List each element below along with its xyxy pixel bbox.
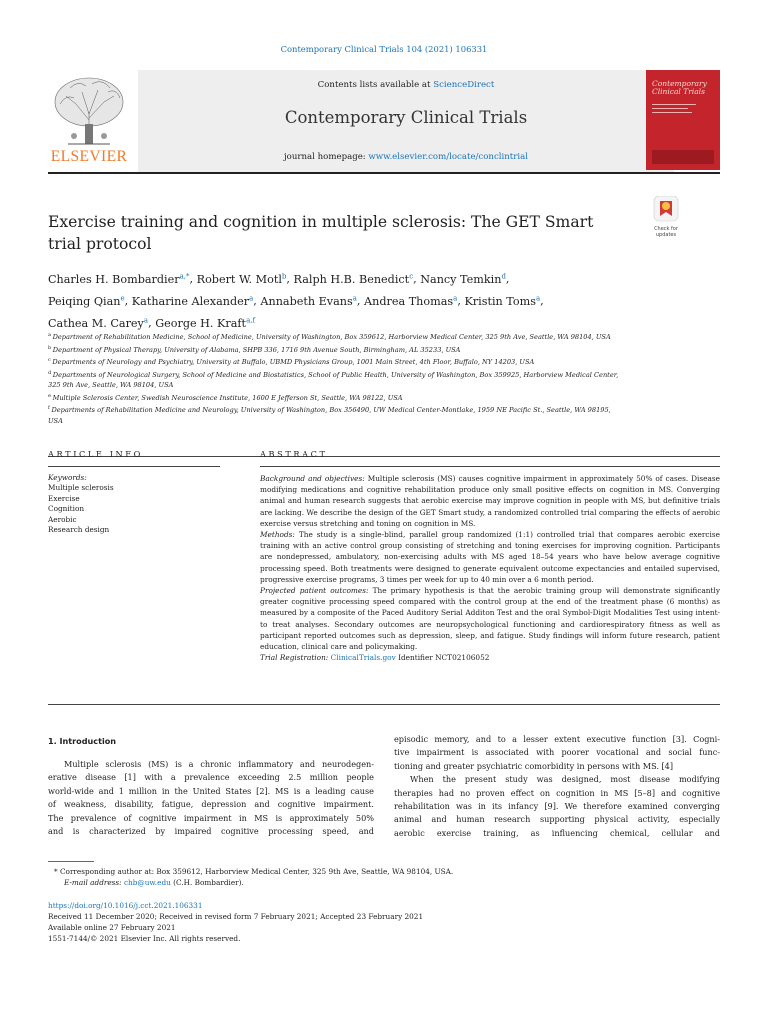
article-title-line-2: trial protocol (48, 235, 152, 253)
cover-decoration (646, 70, 720, 170)
affiliation-line: $^d$ Departments of Neurological Surgery, School of Medicine and Biostatistics, School of Public Health, University of Washington, Box 359925, Harborview Medical Center, (48, 369, 619, 379)
section-rule-top (48, 456, 720, 457)
article-info-rule (48, 466, 220, 467)
author-name[interactable]: Ralph H.B. Benedict$^c$ (293, 272, 414, 286)
author-list: Charles H. Bombardier$^{a,*}$, Robert W. Motl$^b$, Ralph H.B. Benedict$^c$, Nancy Temkin$^d$, Peiqing Qian$^e$, Katharine Alexander$^a$, Annabeth Evans$^a$, Andrea Thomas$^a$, Kristin Toms$^a$, Cathea M. Carey$^a$, George H. Kraft$^{a,f}$ (48, 272, 544, 331)
body-text-line: of weakness, disability, fatigue, depression and cognitive impairment. (48, 799, 374, 810)
author-name[interactable]: Annabeth Evans$^a$ (260, 294, 357, 308)
body-text-line: The prevalence of cognitive impairment in MS is approximately 50% (48, 812, 374, 823)
body-text-line: animal and human research supporting physical activity, especially (394, 814, 720, 825)
keyword-item: Exercise (48, 493, 80, 503)
author-name[interactable]: Charles H. Bombardier$^{a,*}$ (48, 272, 190, 286)
abstract-registration: Trial Registration: ClinicalTrials.gov Identifier NCT02106052 (260, 653, 490, 663)
body-text-line: tive impairment is associated with poorer vocational and social func- (394, 747, 720, 758)
body-text-line: tioning and greater psychiatric comorbidity in persons with MS. [4] (394, 760, 674, 771)
abstract-rule (260, 466, 720, 467)
section-rule-bottom (48, 704, 720, 705)
author-affiliation-marker[interactable]: a (143, 316, 149, 325)
available-online: Available online 27 February 2021 (48, 923, 176, 932)
contents-line: Contents lists available at ScienceDirect (317, 80, 495, 90)
author-name[interactable]: Nancy Temkin$^d$ (420, 272, 506, 286)
body-text-line: Multiple sclerosis (MS) is a chronic inflammatory and neurodegen- (64, 759, 374, 769)
author-affiliation-marker[interactable]: b (281, 272, 287, 280)
doi-link[interactable]: https://doi.org/10.1016/j.cct.2021.106331 (48, 901, 203, 910)
journal-masthead (48, 70, 720, 174)
crossmark-line-1: Check for (654, 226, 678, 232)
author-affiliation-marker[interactable]: a,* (179, 272, 190, 280)
abstract-heading: ABSTRACT (260, 449, 328, 459)
journal-reference[interactable] (0, 44, 768, 54)
cover-title-line-2: Clinical Trials (652, 87, 705, 96)
affiliation-line: $^c$ Departments of Neurology and Psychiatry, University at Buffalo, UBMD Physicians Group, 1001 Main Street, 4th Floor, Buffalo, NY 14203, USA (48, 357, 535, 367)
author-name[interactable]: Andrea Thomas$^a$ (364, 294, 458, 308)
affiliation-line: 325 9th Ave, Seattle, WA 98104, USA (48, 381, 174, 390)
corresponding-author-note: * Corresponding author at: Box 359612, Harborview Medical Center, 325 9th Ave, Seattle, WA 98104, USA. (54, 867, 454, 876)
body-text-line: and is characterized by impaired cognitive processing speed, and (48, 826, 374, 837)
introduction-heading: 1. Introduction (48, 736, 117, 746)
affiliation-line: $^f$ Departments of Rehabilitation Medicine and Neurology, University of Washington, Box 356490, UW Medical Center-Montlake, 1959 NE Pacific St., Seattle, WA 98195, (48, 405, 611, 415)
body-text-line: therapies had no proven effect on cognition in MS [5–8] and cognitive (394, 787, 720, 798)
cover-title-line-1: Contemporary (652, 79, 707, 88)
author-name[interactable]: Peiqing Qian$^e$ (48, 294, 125, 308)
body-text-line: When the present study was designed, most disease modifying (410, 774, 720, 785)
keywords-list (48, 483, 220, 535)
abstract-methods: Methods: The study is a single-blind, parallel group randomized (1:1) controlled trial that compares aerobic exercise training with an active control group consisting of stretching and toning exercises for improving cognition. Participants are nondepressed, ambulatory, non-exercising adults with MS aged 18–54 years who have below average cognitive processing speed. Both treatments were designed to generate equivalent outcome expectancies and entailed supervised, progressive exercise programs, 3 times per week for up to 40 min over a 6 month period. (260, 530, 720, 584)
article-info-heading: ARTICLE INFO (48, 449, 143, 459)
keywords-label: Keywords: (48, 473, 87, 482)
clinicaltrials-link[interactable]: ClinicalTrials.gov (330, 653, 396, 663)
publisher-name: ELSEVIER (50, 148, 128, 165)
author-affiliation-marker[interactable]: e (120, 294, 125, 303)
email-link[interactable]: chb@uw.edu (123, 878, 171, 888)
footnote-rule (48, 861, 94, 862)
body-text-line: episodic memory, and to a lesser extent executive function [3]. Cogni- (394, 734, 720, 744)
body-right-column (394, 733, 720, 840)
author-name[interactable]: Kristin Toms$^a$ (464, 294, 541, 308)
received-dates: Received 11 December 2020; Received in revised form 7 February 2021; Accepted 23 February 2021 (48, 912, 424, 921)
author-affiliation-marker[interactable]: d (501, 272, 506, 280)
body-left-column (48, 758, 374, 838)
affiliation-line: USA (48, 416, 63, 425)
author-affiliation-marker[interactable]: a (352, 294, 357, 303)
keyword-item: Cognition (48, 504, 85, 514)
sciencedirect-link[interactable]: ScienceDirect (433, 80, 495, 90)
journal-homepage-link[interactable]: www.elsevier.com/locate/conclintrial (368, 152, 528, 162)
author-name[interactable]: Katharine Alexander$^a$ (131, 294, 254, 308)
author-name[interactable]: George H. Kraft$^{a,f}$ (155, 316, 256, 331)
crossmark-icon (646, 196, 686, 222)
keyword-item: Research design (48, 525, 110, 535)
keyword-item: Aerobic (48, 514, 77, 524)
affiliation-list (48, 330, 688, 426)
footnotes (48, 866, 720, 888)
affiliation-line: $^b$ Department of Physical Therapy, University of Alabama, SHPB 336, 1716 9th Avenue South, Birmingham, AL 35233, USA (48, 344, 461, 354)
abstract-outcomes: Projected patient outcomes: The primary hypothesis is that the aerobic training group will demonstrate significantly greater cognitive processing speed compared with the control group at the end of the treatment phase (6 months) as measured by a composite of the Paced Auditory Serial Additon Test and the oral Symbol-Digit Modalities Test using intent-to treat analyses. Secondary outcomes are neuropsychological functioning and cardiorespiratory fitness as well as participant reported outcomes such as depression, sleep, and fatigue. Study findings will inform future research, patient education, clinical care and policymaking. (260, 586, 720, 652)
body-text-line: aerobic exercise training, as influencing chemical, cellular and (394, 827, 720, 838)
keyword-item: Multiple sclerosis (48, 483, 114, 493)
crossmark-line-2: updates (655, 232, 677, 238)
copyright: 1551-7144/© 2021 Elsevier Inc. All rights reserved. (48, 934, 241, 943)
publication-info (48, 900, 720, 944)
abstract-background: Background and objectives: Multiple sclerosis (MS) causes cognitive impairment in approximately 50% of cases. Disease modifying medications and cognitive rehabilitation produce only small positive effects on cognition in MS. Converging animal and human research suggests that aerobic exercise may improve cognition in people with MS, but definitive trials are lacking. We describe the design of the GET Smart study, a randomized controlled trial comparing the effects of aerobic exercise versus stretching and toning on cognition in MS. (260, 474, 720, 528)
check-for-updates-badge[interactable] (646, 196, 686, 238)
author-name[interactable]: Cathea M. Carey$^a$ (48, 316, 149, 331)
journal-cover-image (646, 70, 720, 170)
email-note: E-mail address: chb@uw.edu (C.H. Bombardier). (64, 878, 244, 888)
author-affiliation-marker[interactable]: a (249, 294, 254, 303)
affiliation-line: $^a$ Department of Rehabilitation Medicine, School of Medicine, University of Washington, Box 359612, Harborview Medical Center, 325 9th Ave, Seattle, WA 98104, USA (48, 332, 611, 342)
journal-reference-link[interactable]: Contemporary Clinical Trials 104 (2021) 106331 (280, 44, 488, 54)
affiliation-line: $^e$ Multiple Sclerosis Center, Swedish Neuroscience Institute, 1600 E Jefferson St, Seattle, WA 98122, USA (48, 392, 403, 402)
author-affiliation-marker[interactable]: a (535, 294, 541, 303)
author-affiliation-marker[interactable]: a (453, 294, 458, 303)
journal-title: Contemporary Clinical Trials (284, 108, 528, 127)
masthead-rule (48, 172, 720, 174)
keywords-block (48, 473, 220, 535)
journal-homepage: journal homepage: www.elsevier.com/locate/conclintrial (284, 152, 528, 162)
article-title (48, 211, 608, 255)
body-text-line: rehabilitation was in its infancy [9]. We therefore examined converging (394, 801, 720, 812)
author-affiliation-marker[interactable]: c (409, 272, 414, 280)
abstract-body (260, 473, 720, 663)
author-name[interactable]: Robert W. Motl$^b$ (196, 272, 287, 286)
author-affiliation-marker[interactable]: a,f (246, 316, 256, 325)
article-title-line-1: Exercise training and cognition in multiple sclerosis: The GET Smart (48, 213, 594, 231)
body-text-line: erative disease [1] with a prevalence exceeding 2.5 million people (48, 772, 374, 783)
body-text-line: world-wide and 1 million in the United States [2]. MS is a leading cause (48, 785, 374, 796)
